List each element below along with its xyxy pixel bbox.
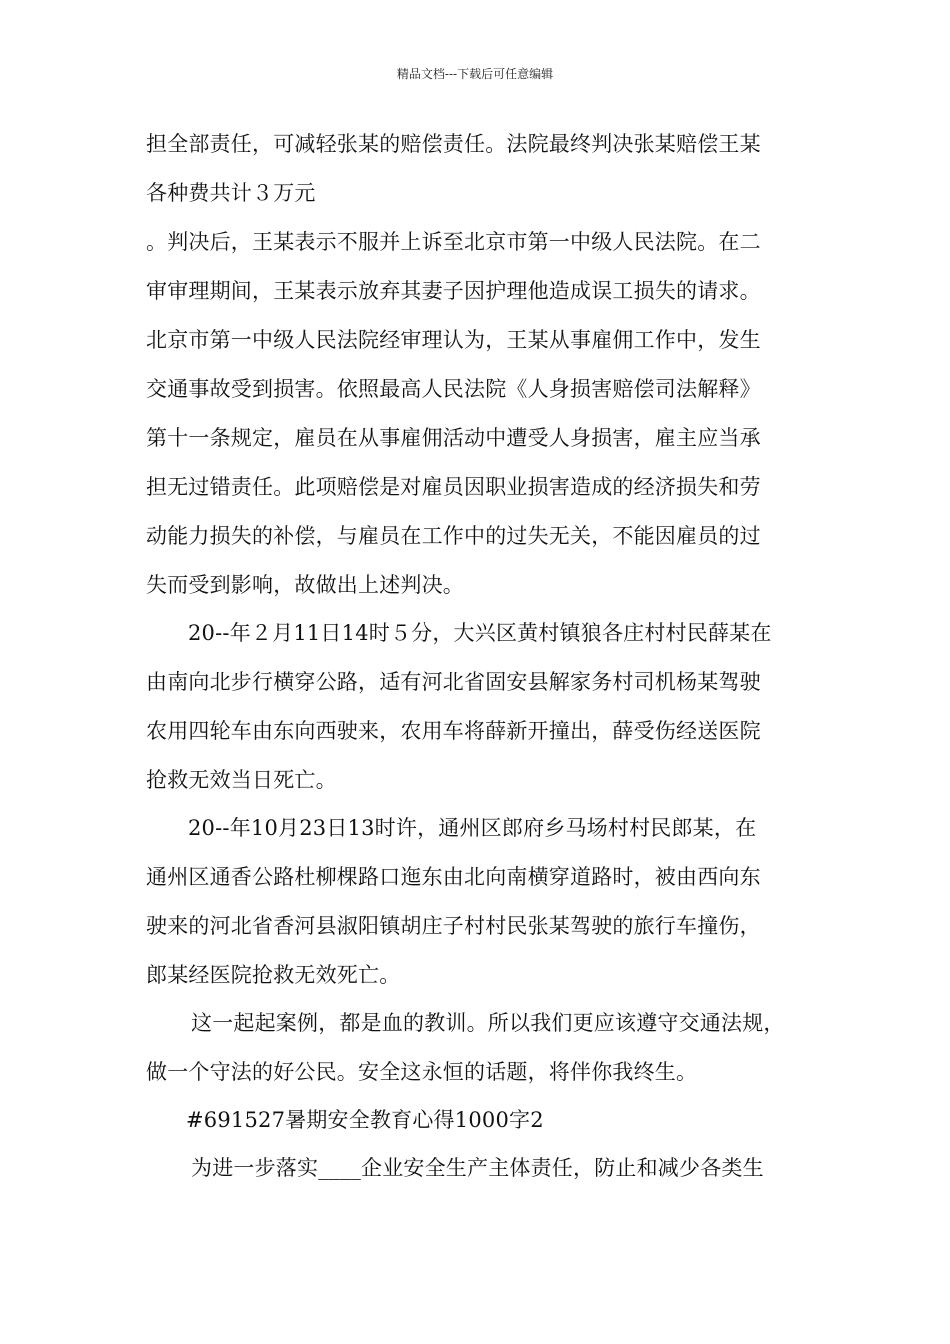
text-line: 各种费共计３万元 [146,181,316,205]
paragraph-start-line: 20--年２月11日14时５分，大兴区黄村镇狼各庄村村民薛某在 [188,621,772,645]
text-line: 。判决后，王某表示不服并上诉至北京市第一中级人民法院。在二 [146,230,761,254]
text-line: 农用四轮车由东向西驶来，农用车将薛新开撞出，薛受伤经送医院 [146,719,761,743]
text-line: 通州区通香公路杜柳棵路口迤东由北向南横穿道路时，被由西向东 [146,865,761,889]
page-header: 精品文档---下载后可任意编辑 [396,67,554,81]
text-line: 郎某经医院抢救无效死亡。 [146,963,401,987]
text-line: 北京市第一中级人民法院经审理认为，王某从事雇佣工作中，发生 [146,328,761,352]
text-line: 由南向北步行横穿公路，适有河北省固安县解家务村司机杨某驾驶 [146,670,761,694]
text-line: 交通事故受到损害。依照最高人民法院《人身损害赔偿司法解释》 [146,377,761,401]
paragraph-start-line: 这一起起案例，都是血的教训。所以我们更应该遵守交通法规， [191,1011,785,1035]
text-line: 第十一条规定，雇员在从事雇佣活动中遭受人身损害，雇主应当承 [146,426,761,450]
text-line: 做一个守法的好公民。安全这永恒的话题，将伴你我终生。 [146,1060,698,1084]
text-line: 驶来的河北省香河县淑阳镇胡庄子村村民张某驾驶的旅行车撞伤， [146,914,761,938]
text-line: 失而受到影响，故做出上述判决。 [146,573,464,597]
text-line: 审审理期间，王某表示放弃其妻子因护理他造成误工损失的请求。 [146,279,761,303]
text-line: 抢救无效当日死亡。 [146,768,337,792]
text-line: 担全部责任，可减轻张某的赔偿责任。法院最终判决张某赔偿王某 [146,132,761,156]
document-body [146,132,810,1205]
text-line: 动能力损失的补偿，与雇员在工作中的过失无关，不能因雇员的过 [146,524,761,548]
text-line: 担无过错责任。此项赔偿是对雇员因职业损害造成的经济损失和劳 [146,475,761,499]
paragraph-start-line: 为进一步落实____企业安全生产主体责任，防止和减少各类生 [191,1156,764,1180]
section-heading: #691527暑期安全教育心得1000字2 [186,1108,544,1132]
paragraph-start-line: 20--年10月23日13时许，通州区郎府乡马场村村民郎某，在 [188,816,757,840]
